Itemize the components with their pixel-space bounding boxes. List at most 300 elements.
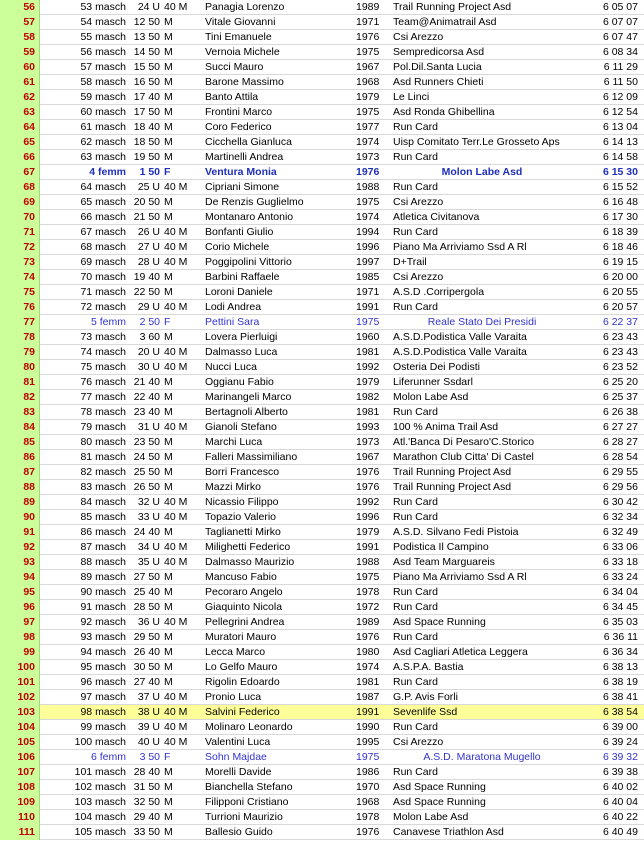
team-name: Csi Arezzo — [393, 736, 444, 748]
table-row[interactable] — [0, 105, 644, 120]
table-row[interactable] — [0, 90, 644, 105]
table-row[interactable] — [0, 15, 644, 30]
team-name: Run Card — [393, 676, 438, 688]
birth-year: 1978 — [356, 811, 380, 823]
category-rank: 79 masch — [80, 421, 126, 433]
birth-year: 1995 — [356, 736, 380, 748]
row-number: 109 — [0, 795, 40, 810]
finish-time: 6 18 46 — [602, 241, 638, 253]
table-row[interactable] — [0, 0, 644, 15]
category-rank: 90 masch — [80, 586, 126, 598]
team-name: Pol.Dil.Santa Lucia — [393, 61, 482, 73]
class-rank: 30 U — [137, 361, 160, 373]
category-rank: 83 masch — [80, 481, 126, 493]
birth-year: 1967 — [356, 451, 380, 463]
table-row[interactable] — [0, 255, 644, 270]
gender-category: M — [164, 16, 173, 28]
row-number: 98 — [0, 630, 40, 645]
table-row[interactable] — [0, 600, 644, 615]
athlete-name: Cipriani Simone — [205, 181, 280, 193]
athlete-name: Montanaro Antonio — [205, 211, 294, 223]
table-row[interactable] — [0, 75, 644, 90]
row-number: 56 — [0, 0, 40, 15]
table-row[interactable] — [0, 435, 644, 450]
class-rank: 19 40 — [133, 271, 160, 283]
row-number: 106 — [0, 750, 40, 765]
row-number: 91 — [0, 525, 40, 540]
birth-year: 1960 — [356, 331, 380, 343]
table-row[interactable] — [0, 825, 644, 840]
category-rank: 81 masch — [80, 451, 126, 463]
class-rank: 23 50 — [133, 436, 160, 448]
birth-year: 1975 — [356, 316, 380, 328]
row-number: 110 — [0, 810, 40, 825]
team-name: A.S.D .Corripergola — [393, 286, 485, 298]
team-name: Run Card — [393, 511, 438, 523]
table-row[interactable] — [0, 450, 644, 465]
team-name: Csi Arezzo — [393, 31, 444, 43]
table-row[interactable] — [0, 30, 644, 45]
category-rank: 99 masch — [80, 721, 126, 733]
athlete-name: Dalmasso Maurizio — [205, 556, 295, 568]
row-number: 80 — [0, 360, 40, 375]
class-rank: 21 40 — [133, 376, 160, 388]
row-number: 68 — [0, 180, 40, 195]
category-rank: 103 masch — [74, 796, 126, 808]
category-rank: 56 masch — [80, 46, 126, 58]
table-row[interactable] — [0, 510, 644, 525]
athlete-name: De Renzis Guglielmo — [205, 196, 304, 208]
team-name: Asd Team Marguareis — [393, 556, 495, 568]
gender-category: M — [164, 796, 173, 808]
team-name: Trail Running Project Asd — [393, 481, 512, 493]
team-name: D+Trail — [393, 256, 427, 268]
team-name: Asd Space Running — [393, 781, 486, 793]
finish-time: 6 29 55 — [602, 466, 638, 478]
table-row[interactable] — [0, 750, 644, 765]
table-row[interactable] — [0, 630, 644, 645]
category-rank: 88 masch — [80, 556, 126, 568]
table-row[interactable] — [0, 480, 644, 495]
row-number: 90 — [0, 510, 40, 525]
class-rank: 3 50 — [139, 751, 160, 763]
athlete-name: Barbini Raffaele — [205, 271, 280, 283]
team-name: Asd Space Running — [393, 616, 486, 628]
table-row[interactable] — [0, 585, 644, 600]
category-rank: 63 masch — [80, 151, 126, 163]
row-number: 62 — [0, 90, 40, 105]
athlete-name: Corio Michele — [205, 241, 270, 253]
table-row[interactable] — [0, 285, 644, 300]
category-rank: 6 femm — [90, 751, 126, 763]
gender-category: M — [164, 631, 173, 643]
team-name: Uisp Comitato Terr.Le Grosseto Aps — [393, 136, 560, 148]
table-row[interactable] — [0, 120, 644, 135]
finish-time: 6 15 30 — [602, 166, 638, 178]
table-row[interactable] — [0, 195, 644, 210]
birth-year: 1976 — [356, 826, 380, 838]
class-rank: 17 40 — [133, 91, 160, 103]
class-rank: 29 40 — [133, 811, 160, 823]
athlete-name: Tini Emanuele — [205, 31, 272, 43]
category-rank: 69 masch — [80, 256, 126, 268]
team-name: Liferunner Ssdarl — [393, 376, 473, 388]
row-number: 111 — [0, 825, 40, 840]
team-name: Piano Ma Arriviamo Ssd A Rl — [393, 571, 527, 583]
table-row[interactable] — [0, 45, 644, 60]
class-rank: 23 40 — [133, 406, 160, 418]
gender-category: M — [164, 526, 173, 538]
class-rank: 27 U — [137, 241, 160, 253]
gender-category: 40 M — [164, 706, 188, 718]
table-row[interactable] — [0, 555, 644, 570]
table-row[interactable] — [0, 675, 644, 690]
athlete-name: Poggipolini Vittorio — [205, 256, 292, 268]
table-row[interactable] — [0, 150, 644, 165]
team-name: A.S.P.A. Bastia — [393, 661, 464, 673]
class-rank: 36 U — [137, 616, 160, 628]
gender-category: M — [164, 286, 173, 298]
team-name: Run Card — [393, 151, 438, 163]
class-rank: 29 50 — [133, 631, 160, 643]
table-row[interactable] — [0, 570, 644, 585]
class-rank: 20 50 — [133, 196, 160, 208]
birth-year: 1968 — [356, 76, 380, 88]
table-row[interactable] — [0, 180, 644, 195]
row-number: 107 — [0, 765, 40, 780]
finish-time: 6 05 07 — [602, 1, 638, 13]
class-rank: 31 50 — [133, 781, 160, 793]
team-name: G.P. Avis Forli — [393, 691, 458, 703]
class-rank: 30 50 — [133, 661, 160, 673]
gender-category: M — [164, 136, 173, 148]
team-name: Run Card — [393, 121, 438, 133]
team-name: Run Card — [393, 496, 438, 508]
category-rank: 87 masch — [80, 541, 126, 553]
athlete-name: Taglianetti Mirko — [205, 526, 281, 538]
athlete-name: Mancuso Fabio — [205, 571, 277, 583]
team-name: Osteria Dei Podisti — [393, 361, 480, 373]
table-row[interactable] — [0, 420, 644, 435]
team-name: Podistica Il Campino — [393, 541, 489, 553]
athlete-name: Muratori Mauro — [205, 631, 277, 643]
team-name: Csi Arezzo — [393, 271, 444, 283]
category-rank: 62 masch — [80, 136, 126, 148]
class-rank: 33 U — [137, 511, 160, 523]
athlete-name: Borri Francesco — [205, 466, 280, 478]
birth-year: 1967 — [356, 61, 380, 73]
table-row[interactable] — [0, 330, 644, 345]
gender-category: M — [164, 31, 173, 43]
table-row[interactable] — [0, 135, 644, 150]
category-rank: 86 masch — [80, 526, 126, 538]
category-rank: 53 masch — [80, 1, 126, 13]
class-rank: 3 60 — [139, 331, 160, 343]
table-row[interactable] — [0, 345, 644, 360]
table-row[interactable] — [0, 690, 644, 705]
category-rank: 67 masch — [80, 226, 126, 238]
team-name: Run Card — [393, 301, 438, 313]
table-row[interactable] — [0, 165, 644, 180]
table-row[interactable] — [0, 300, 644, 315]
table-row[interactable] — [0, 645, 644, 660]
gender-category: 40 M — [164, 691, 188, 703]
table-row[interactable] — [0, 735, 644, 750]
team-name: Asd Cagliari Atletica Leggera — [393, 646, 528, 658]
table-row[interactable] — [0, 810, 644, 825]
category-rank: 74 masch — [80, 346, 126, 358]
class-rank: 27 50 — [133, 571, 160, 583]
gender-category: M — [164, 406, 173, 418]
gender-category: M — [164, 436, 173, 448]
team-name: Sempredicorsa Asd — [393, 46, 485, 58]
birth-year: 1976 — [356, 631, 380, 643]
category-rank: 60 masch — [80, 106, 126, 118]
finish-time: 6 25 37 — [602, 391, 638, 403]
athlete-name: Marchi Luca — [205, 436, 263, 448]
gender-category: M — [164, 586, 173, 598]
team-name: Run Card — [393, 586, 438, 598]
birth-year: 1974 — [356, 211, 380, 223]
athlete-name: Molinaro Leonardo — [205, 721, 293, 733]
finish-time: 6 38 13 — [602, 661, 638, 673]
finish-time: 6 18 39 — [602, 226, 638, 238]
category-rank: 58 masch — [80, 76, 126, 88]
birth-year: 1976 — [356, 31, 380, 43]
team-name: Asd Runners Chieti — [393, 76, 484, 88]
class-rank: 14 50 — [133, 46, 160, 58]
class-rank: 13 50 — [133, 31, 160, 43]
birth-year: 1971 — [356, 286, 380, 298]
gender-category: M — [164, 46, 173, 58]
gender-category: 40 M — [164, 1, 188, 13]
gender-category: M — [164, 826, 173, 838]
category-rank: 73 masch — [80, 331, 126, 343]
table-row[interactable] — [0, 225, 644, 240]
class-rank: 33 50 — [133, 826, 160, 838]
category-rank: 92 masch — [80, 616, 126, 628]
table-row[interactable] — [0, 540, 644, 555]
gender-category: M — [164, 676, 173, 688]
birth-year: 1989 — [356, 1, 380, 13]
finish-time: 6 23 52 — [602, 361, 638, 373]
table-row[interactable] — [0, 465, 644, 480]
team-name: A.S.D. Silvano Fedi Pistoia — [393, 526, 519, 538]
finish-time: 6 23 43 — [602, 331, 638, 343]
team-name: Run Card — [393, 226, 438, 238]
row-number: 89 — [0, 495, 40, 510]
finish-time: 6 12 09 — [602, 91, 638, 103]
finish-time: 6 40 02 — [602, 781, 638, 793]
table-row[interactable] — [0, 780, 644, 795]
row-number: 63 — [0, 105, 40, 120]
birth-year: 1976 — [356, 166, 380, 178]
category-rank: 94 masch — [80, 646, 126, 658]
athlete-name: Salvini Federico — [205, 706, 280, 718]
table-row[interactable] — [0, 765, 644, 780]
finish-time: 6 28 27 — [602, 436, 638, 448]
team-name: Piano Ma Arriviamo Ssd A Rl — [393, 241, 527, 253]
row-number: 67 — [0, 165, 40, 180]
table-row[interactable] — [0, 210, 644, 225]
row-number: 61 — [0, 75, 40, 90]
athlete-name: Loroni Daniele — [205, 286, 273, 298]
athlete-name: Giaquinto Nicola — [205, 601, 283, 613]
class-rank: 16 50 — [133, 76, 160, 88]
finish-time: 6 11 29 — [603, 61, 638, 73]
birth-year: 1981 — [356, 676, 380, 688]
table-row[interactable] — [0, 495, 644, 510]
team-name: 100 % Anima Trail Asd — [393, 421, 499, 433]
gender-category: F — [164, 166, 171, 178]
finish-time: 6 38 54 — [602, 706, 638, 718]
birth-year: 1988 — [356, 556, 380, 568]
table-row[interactable] — [0, 720, 644, 735]
table-row[interactable] — [0, 375, 644, 390]
birth-year: 1973 — [356, 151, 380, 163]
team-name: A.S.D. Maratona Mugello — [423, 751, 541, 763]
team-name: A.S.D.Podistica Valle Varaita — [393, 331, 527, 343]
athlete-name: Panagia Lorenzo — [205, 1, 285, 13]
finish-time: 6 14 58 — [602, 151, 638, 163]
table-row[interactable] — [0, 405, 644, 420]
finish-time: 6 33 06 — [602, 541, 638, 553]
finish-time: 6 15 52 — [602, 181, 638, 193]
athlete-name: Pecoraro Angelo — [205, 586, 283, 598]
birth-year: 1990 — [356, 721, 380, 733]
table-row[interactable] — [0, 705, 644, 720]
category-rank: 93 masch — [80, 631, 126, 643]
birth-year: 1978 — [356, 586, 380, 598]
athlete-name: Nucci Luca — [205, 361, 257, 373]
category-rank: 78 masch — [80, 406, 126, 418]
category-rank: 4 femm — [89, 166, 126, 178]
athlete-name: Coro Federico — [205, 121, 272, 133]
row-number: 72 — [0, 240, 40, 255]
table-row[interactable] — [0, 360, 644, 375]
gender-category: M — [164, 331, 173, 343]
gender-category: 40 M — [164, 421, 188, 433]
athlete-name: Falleri Massimiliano — [205, 451, 298, 463]
table-row[interactable] — [0, 525, 644, 540]
gender-category: 40 M — [164, 616, 188, 628]
table-row[interactable] — [0, 315, 644, 330]
gender-category: M — [164, 211, 173, 223]
gender-category: 40 M — [164, 721, 188, 733]
table-row[interactable] — [0, 660, 644, 675]
category-rank: 61 masch — [80, 121, 126, 133]
birth-year: 1974 — [356, 661, 380, 673]
birth-year: 1981 — [356, 406, 380, 418]
athlete-name: Pettini Sara — [205, 316, 260, 328]
athlete-name: Vernoia Michele — [205, 46, 280, 58]
table-row[interactable] — [0, 615, 644, 630]
row-number: 85 — [0, 435, 40, 450]
table-row[interactable] — [0, 60, 644, 75]
team-name: Team@Animatrail Asd — [393, 16, 497, 28]
birth-year: 1988 — [356, 181, 380, 193]
finish-time: 6 28 54 — [602, 451, 638, 463]
finish-time: 6 38 19 — [602, 676, 638, 688]
finish-time: 6 39 32 — [602, 751, 638, 763]
team-name: Asd Space Running — [393, 796, 486, 808]
team-name: Run Card — [393, 601, 438, 613]
table-row[interactable] — [0, 240, 644, 255]
athlete-name: Pronio Luca — [205, 691, 262, 703]
team-name: Run Card — [393, 406, 438, 418]
birth-year: 1974 — [356, 136, 380, 148]
athlete-name: Lo Gelfo Mauro — [205, 661, 278, 673]
row-number: 104 — [0, 720, 40, 735]
row-number: 100 — [0, 660, 40, 675]
birth-year: 1982 — [356, 391, 380, 403]
category-rank: 71 masch — [80, 286, 126, 298]
category-rank: 77 masch — [80, 391, 126, 403]
gender-category: 40 M — [164, 256, 188, 268]
athlete-name: Vitale Giovanni — [205, 16, 276, 28]
finish-time: 6 23 43 — [602, 346, 638, 358]
gender-category: M — [164, 601, 173, 613]
birth-year: 1979 — [356, 91, 380, 103]
finish-time: 6 07 07 — [602, 16, 638, 28]
finish-time: 6 13 04 — [602, 121, 638, 133]
gender-category: 40 M — [164, 241, 188, 253]
class-rank: 28 U — [137, 256, 160, 268]
class-rank: 29 U — [137, 301, 160, 313]
gender-category: M — [164, 661, 173, 673]
category-rank: 70 masch — [80, 271, 126, 283]
finish-time: 6 20 00 — [602, 271, 638, 283]
row-number: 87 — [0, 465, 40, 480]
athlete-name: Pellegrini Andrea — [205, 616, 285, 628]
row-number: 79 — [0, 345, 40, 360]
athlete-name: Topazio Valerio — [205, 511, 277, 523]
birth-year: 1973 — [356, 436, 380, 448]
gender-category: M — [164, 376, 173, 388]
gender-category: F — [164, 751, 171, 763]
table-row[interactable] — [0, 795, 644, 810]
gender-category: 40 M — [164, 511, 188, 523]
athlete-name: Frontini Marco — [205, 106, 273, 118]
table-row[interactable] — [0, 390, 644, 405]
row-number: 57 — [0, 15, 40, 30]
gender-category: M — [164, 121, 173, 133]
athlete-name: Rigolin Edoardo — [205, 676, 280, 688]
birth-year: 1971 — [356, 16, 380, 28]
category-rank: 97 masch — [80, 691, 126, 703]
finish-time: 6 33 18 — [602, 556, 638, 568]
finish-time: 6 22 37 — [602, 316, 638, 328]
team-name: Trail Running Project Asd — [393, 1, 512, 13]
row-number: 77 — [0, 315, 40, 330]
team-name: Asd Ronda Ghibellina — [393, 106, 495, 118]
row-number: 103 — [0, 705, 40, 720]
class-rank: 27 40 — [133, 676, 160, 688]
row-number: 95 — [0, 585, 40, 600]
class-rank: 1 50 — [139, 166, 160, 178]
birth-year: 1994 — [356, 226, 380, 238]
gender-category: M — [164, 91, 173, 103]
birth-year: 1975 — [356, 46, 380, 58]
row-number: 102 — [0, 690, 40, 705]
athlete-name: Martinelli Andrea — [205, 151, 284, 163]
table-row[interactable] — [0, 270, 644, 285]
row-number: 75 — [0, 285, 40, 300]
athlete-name: Nicassio Filippo — [205, 496, 279, 508]
row-number: 60 — [0, 60, 40, 75]
birth-year: 1991 — [356, 706, 380, 718]
class-rank: 20 U — [137, 346, 160, 358]
